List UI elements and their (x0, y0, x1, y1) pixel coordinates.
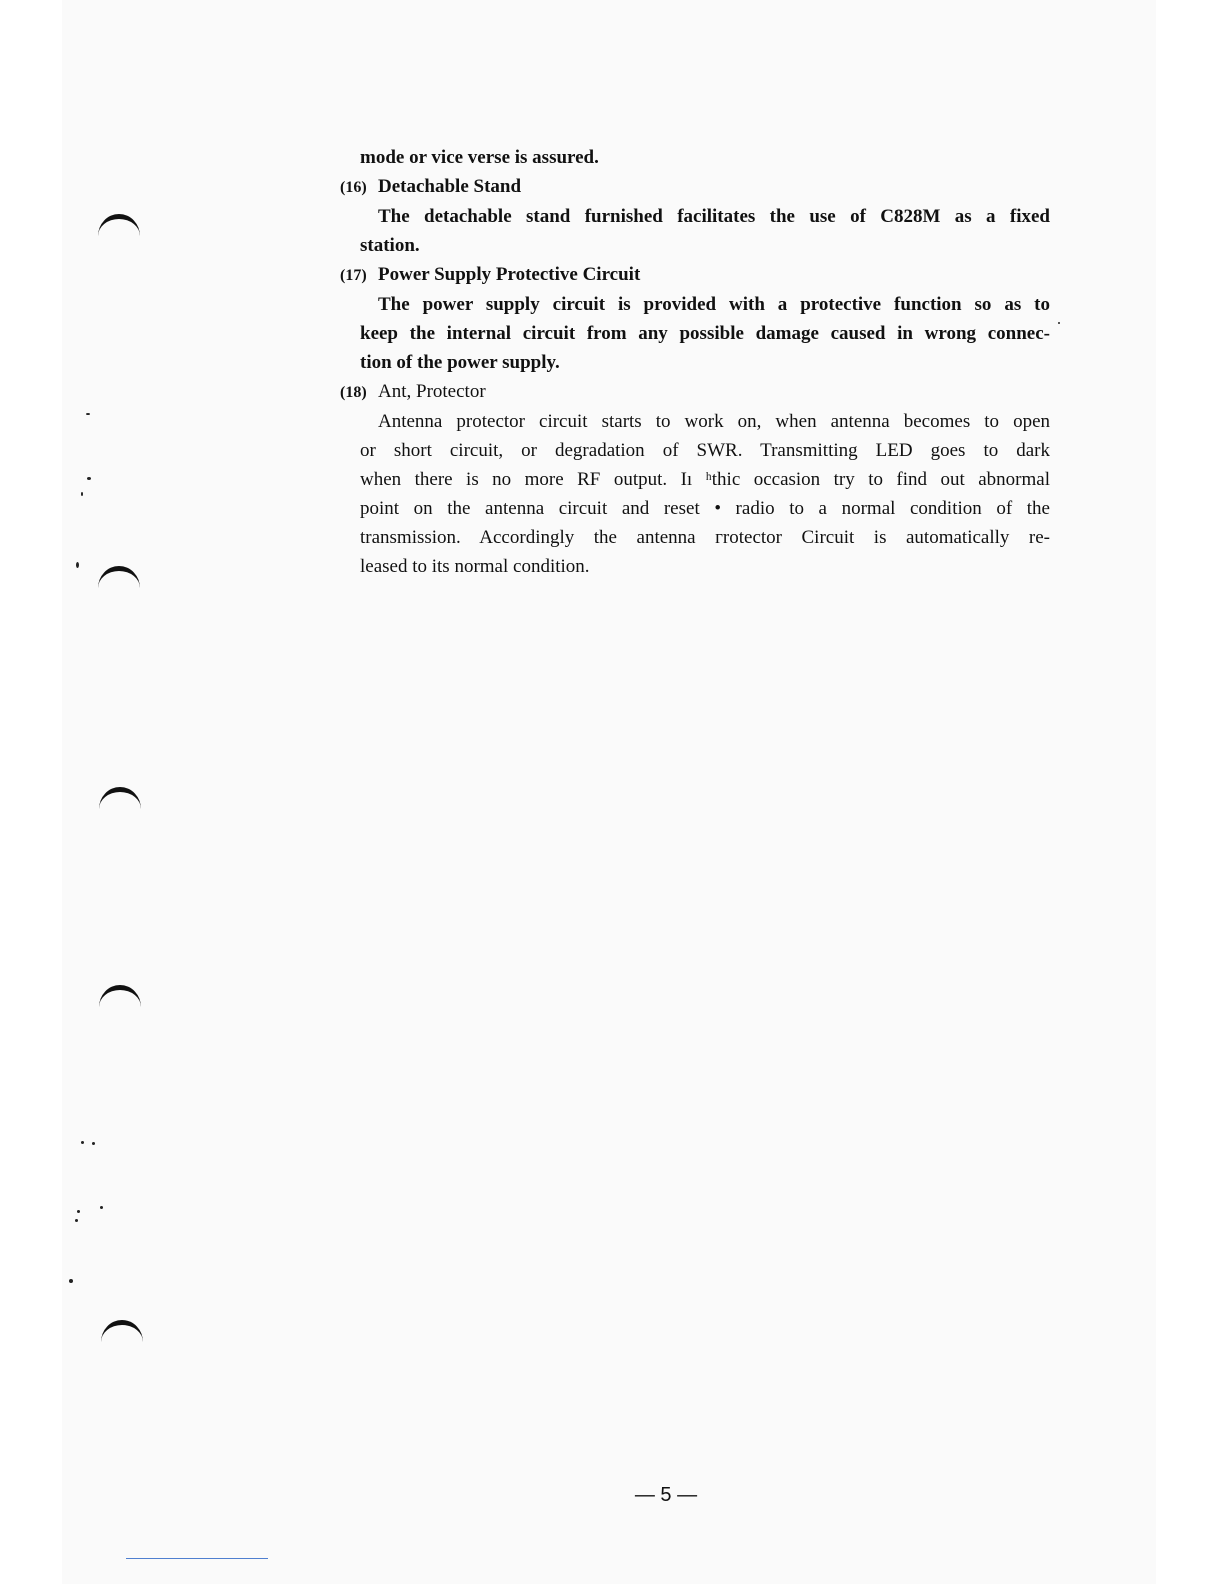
scan-speck (77, 1210, 80, 1213)
section-title: Power Supply Protective Circuit (378, 264, 641, 285)
page-footer (0, 1484, 1224, 1507)
scan-speck (69, 1279, 73, 1283)
scan-speck (87, 477, 91, 480)
section-number: (16) (340, 179, 367, 196)
scan-speck (92, 1142, 95, 1145)
section-heading-18 (340, 377, 1050, 407)
text-line: station. (360, 235, 420, 256)
text-line: mode or vice verse is assured. (360, 147, 599, 168)
scan-edge-line (126, 1558, 268, 1559)
text-line: leased to its normal condition. (360, 556, 590, 577)
section-title: Detachable Stand (378, 176, 522, 197)
text-line: or short circuit, or degradation of SWR. Transmitting LED goes to dark (360, 440, 1050, 461)
scan-speck (1058, 322, 1060, 324)
section-number: (18) (340, 384, 367, 401)
text-line: The power supply circuit is provided with a protective function so as to (378, 294, 1050, 315)
document-body (340, 143, 1050, 581)
text-line: tion of the power supply. (360, 352, 560, 373)
text-line: keep the internal circuit from any possible damage caused in wrong connec- (360, 323, 1050, 344)
text-line: Antenna protector circuit starts to work on, when antenna becomes to open (378, 411, 1050, 432)
scan-speck (75, 1219, 78, 1222)
section-number: (17) (340, 267, 367, 284)
scan-speck (76, 562, 79, 568)
text-line: point on the antenna circuit and reset • radio to a normal condition of the (360, 498, 1050, 519)
page-number: — 5 — (634, 1484, 698, 1506)
text-line: transmission. Accordingly the antenna гrotector Circuit is automatically re- (360, 527, 1050, 548)
section-heading-16 (340, 172, 1050, 202)
scan-speck (81, 1141, 84, 1144)
scan-speck (100, 1206, 103, 1209)
text-line: when there is no more RF output. Iı ʰthiс occasion try to find out abnormal (360, 469, 1050, 490)
scan-speck (81, 492, 83, 496)
scan-speck (86, 413, 90, 415)
section-title: Ant, Protector (378, 381, 486, 402)
section-heading-17 (340, 260, 1050, 290)
text-line: The detachable stand furnished facilitates the use of C828M as a fixed (378, 206, 1050, 227)
